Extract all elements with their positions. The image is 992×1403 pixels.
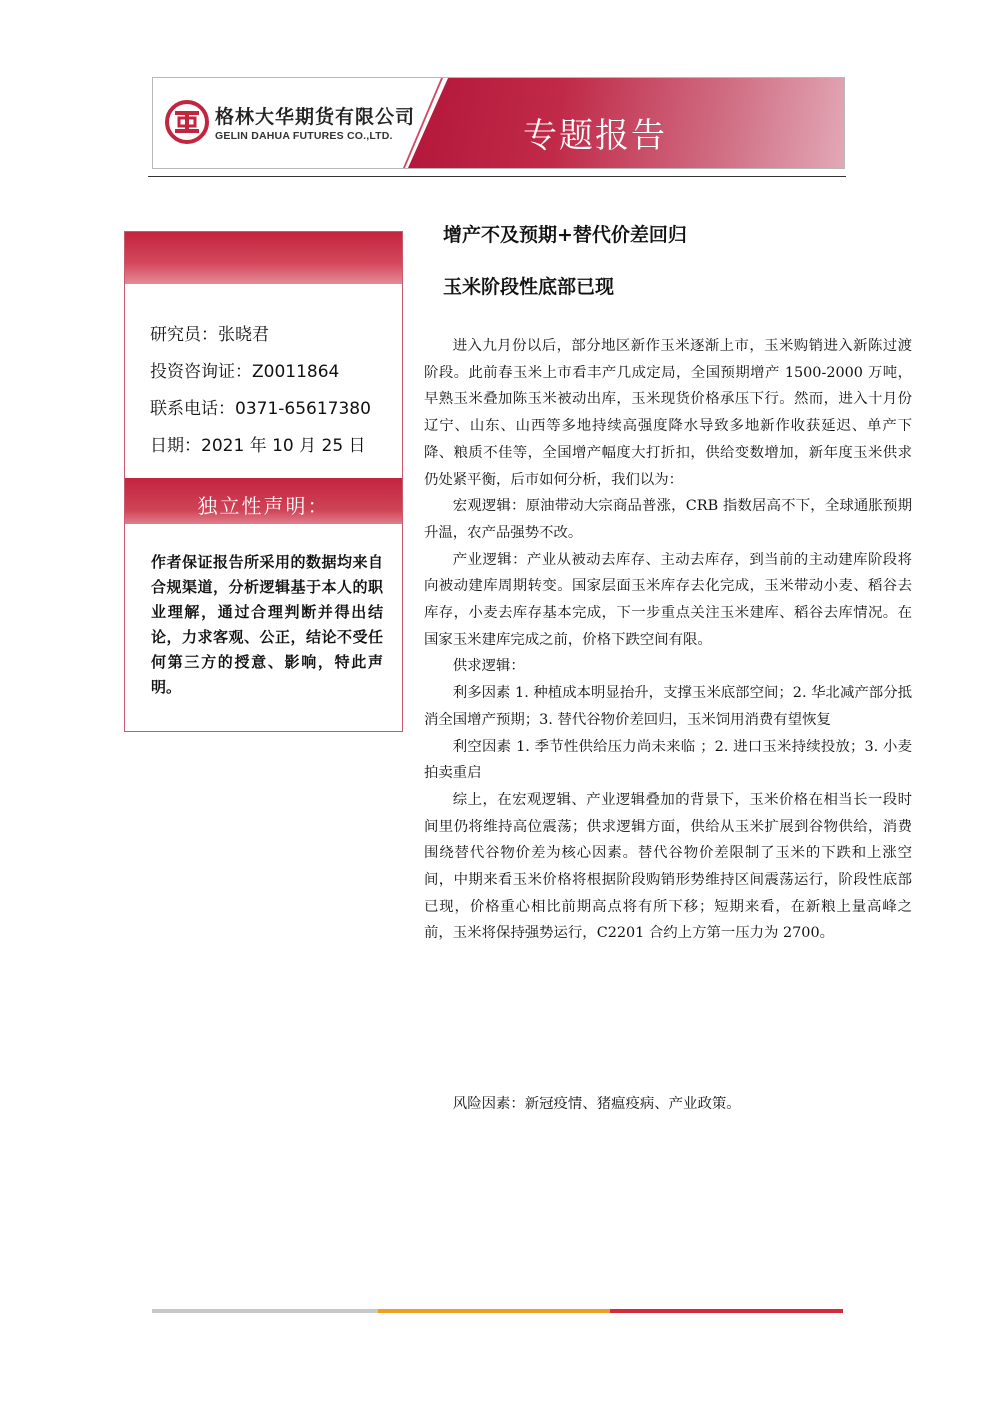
paragraph-industry: 产业逻辑：产业从被动去库存、主动去库存，到当前的主动建库阶段将向被动建库周期转变。国家层面玉米库存去化完成，玉米带动小麦、稻谷去库存，小麦去库存基本完成，下一步重点关注玉米建库、稻谷去库情况。在国家玉米建库完成之前，价格下跌空间有限。: [424, 551, 912, 648]
sidebar-banner: [125, 232, 402, 284]
report-date: 日期：2021 年 10 月 25 日: [150, 436, 366, 456]
header-rule: [148, 176, 846, 177]
paragraph-bullish: 利多因素 1. 种植成本明显抬升，支撑玉米底部空间；2. 华北减产部分抵消全国增产预期；3. 替代谷物价差回归，玉米饲用消费有望恢复: [424, 685, 912, 728]
researcher-name: 研究员：张晓君: [150, 325, 269, 345]
company-name-cn: 格林大华期货有限公司: [215, 106, 416, 128]
main-title-line2: 玉米阶段性底部已现: [443, 276, 615, 298]
report-type-title: 专题报告: [523, 116, 667, 156]
license-number: 投资咨询证：Z0011864: [150, 362, 340, 382]
footer-stripe-red: [610, 1309, 843, 1313]
contact-phone: 联系电话：0371-65617380: [150, 399, 371, 419]
main-title-line1: 增产不及预期+替代价差回归: [443, 224, 687, 246]
report-header: [152, 77, 845, 169]
footer-stripe-orange: [378, 1309, 610, 1313]
declaration-title: 独立性声明：: [197, 494, 330, 518]
paragraph-macro: 宏观逻辑：原油带动大宗商品普涨，CRB 指数居高不下，全球通胀预期升温，农产品强势不改。: [424, 498, 912, 541]
footer-stripe-gray: [152, 1309, 378, 1313]
company-name-en: GELIN DAHUA FUTURES CO.,LTD.: [215, 130, 393, 142]
company-logo-icon: [165, 100, 209, 144]
declaration-banner: [125, 478, 402, 524]
author-sidebar: [124, 231, 403, 732]
declaration-text: 作者保证报告所采用的数据均来自合规渠道，分析逻辑基于本人的职业理解，通过合理判断并得出结论，力求客观、公正，结论不受任何第三方的授意、影响，特此声明。: [151, 553, 383, 696]
paragraph-conclusion: 综上，在宏观逻辑、产业逻辑叠加的背景下，玉米价格在相当长一段时间里仍将维持高位震荡；供求逻辑方面，供给从玉米扩展到谷物供给，消费围绕替代谷物价差为核心因素。替代谷物价差限制了玉米的下跌和上涨空间，中期来看玉米价格将根据阶段购销形势维持区间震荡运行，阶段性底部已现，价格重心相比前期高点将有所下移；短期来看，在新粮上量高峰之前，玉米将保持强势运行，C2201 合约上方第一压力为 2700。: [424, 791, 912, 942]
paragraph-intro: 进入九月份以后，部分地区新作玉米逐渐上市，玉米购销进入新陈过渡阶段。此前春玉米上市看丰产几成定局，全国预期增产 1500-2000 万吨，早熟玉米叠加陈玉米被动出库，玉米现货价格承压下行。然而，进入十月份辽宁、山东、山西等多地持续高强度降水导致多地新作收获延迟、单产下降、粮质不佳等，全国增产幅度大打折扣，供给变数增加，新年度玉米供求仍处紧平衡，后市如何分析，我们以为：: [424, 338, 912, 488]
report-body: [424, 333, 912, 947]
paragraph-supply-demand: 供求逻辑：: [452, 658, 525, 675]
risk-factors: 风险因素：新冠疫情、猪瘟疫病、产业政策。: [452, 1096, 741, 1112]
paragraph-bearish: 利空因素 1. 季节性供给压力尚未来临 ；2. 进口玉米持续投放；3. 小麦拍卖重启: [424, 738, 912, 782]
